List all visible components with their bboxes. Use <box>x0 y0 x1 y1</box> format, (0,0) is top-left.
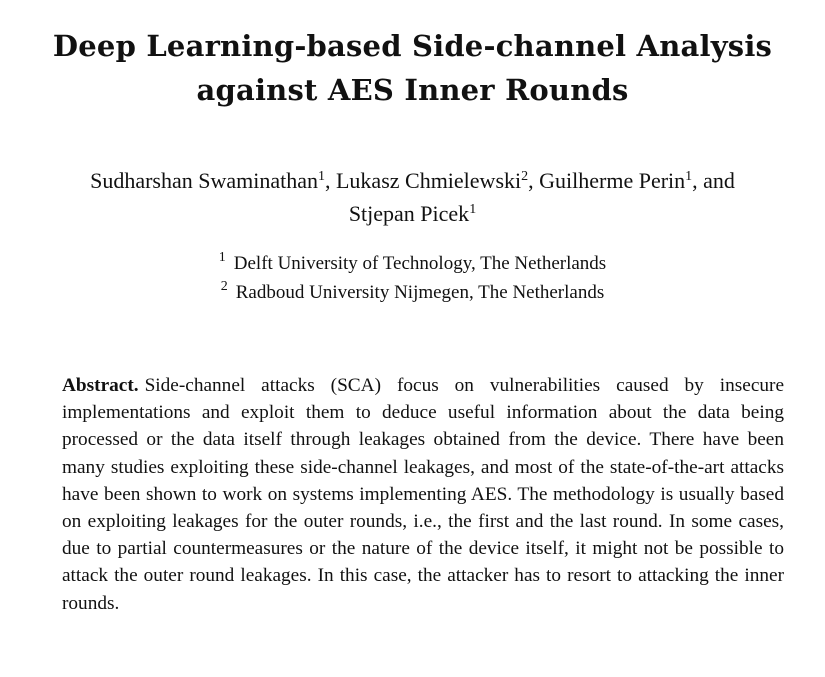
author-line-1 <box>0 166 825 199</box>
affiliation-number: 1 <box>218 250 226 265</box>
author-affiliation-marker: 1 <box>317 169 325 184</box>
abstract-text: Side-channel attacks (SCA) focus on vulnerabilities caused by insecure implementations and exploit them to deduce useful information about the data being processed or the data itself through leakages obtained from the device. There have been many studies exploiting these side-channel leakages, and most of the state-of-the-art attacks have been shown to work on systems implementing AES. The methodology is usually based on exploiting leakages for the outer rounds, i.e., the first and the last round. In some cases, due to partial countermeasures or the nature of the device itself, it might not be possible to attack the outer round leakages. In this case, the attacker has to resort to attacking the inner rounds. <box>62 375 784 614</box>
paper-title <box>0 24 825 112</box>
author-separator: , <box>324 168 336 193</box>
author-affiliation-marker: 1 <box>685 169 693 184</box>
paper-title-line-1: Deep Learning-based Side-channel Analysis <box>52 29 773 63</box>
author-affiliation-marker: 1 <box>469 202 477 217</box>
affiliation-text: Delft University of Technology, The Netherlands <box>233 253 607 274</box>
author-name: Guilherme Perin <box>539 168 686 193</box>
affiliation-text: Radboud University Nijmegen, The Netherlands <box>235 282 605 303</box>
author-list <box>0 166 825 232</box>
author-line-2 <box>0 199 825 232</box>
author-separator: , <box>528 168 540 193</box>
abstract <box>62 372 784 617</box>
author-affiliation-marker: 2 <box>521 169 529 184</box>
author-name: Sudharshan Swaminathan <box>90 168 318 193</box>
author-name: Stjepan Picek <box>348 201 470 226</box>
affiliation-list <box>0 250 825 308</box>
paper-title-line-2: against AES Inner Rounds <box>196 73 629 107</box>
abstract-label: Abstract. <box>62 375 139 396</box>
affiliation-number: 2 <box>220 279 228 294</box>
author-separator: , and <box>692 168 735 193</box>
author-name: Lukasz Chmielewski <box>335 168 522 193</box>
affiliation-item <box>0 250 825 279</box>
affiliation-item <box>0 279 825 308</box>
